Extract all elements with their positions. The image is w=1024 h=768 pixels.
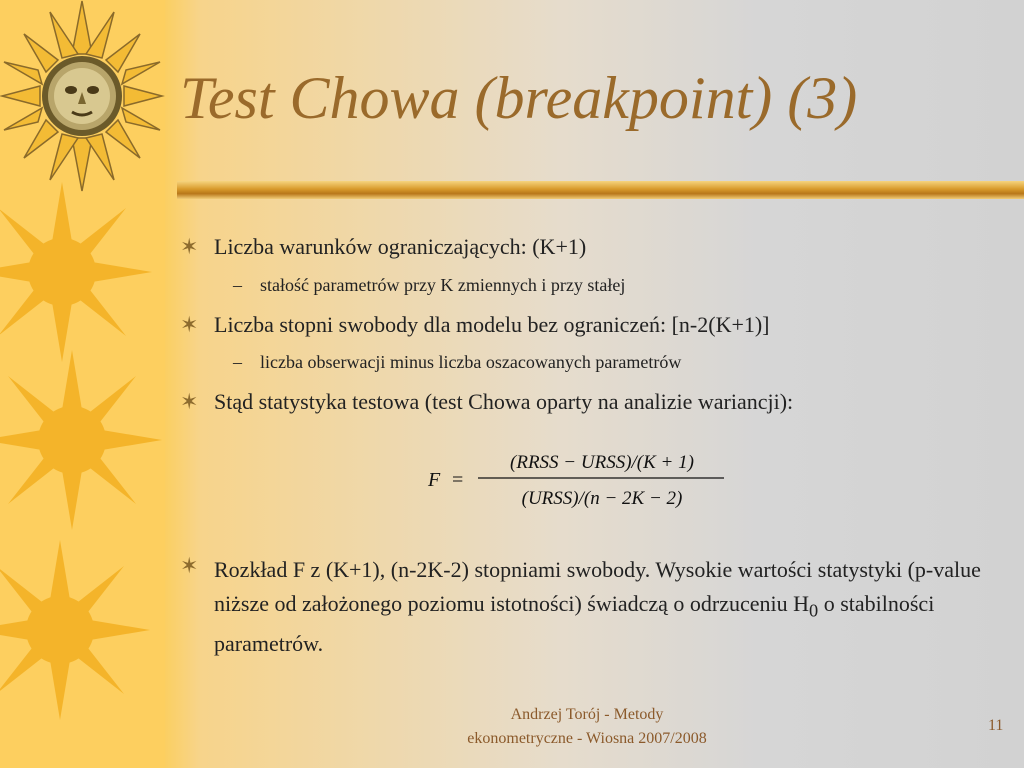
star-bullet-icon: ✶ <box>180 234 199 259</box>
dash-bullet-icon: – <box>233 275 242 295</box>
page-number: 11 <box>988 717 1004 734</box>
bullet-text: Liczba stopni swobody dla modelu bez ograniczeń: [n-2(K+1)] <box>214 312 770 337</box>
dash-bullet-icon: – <box>233 352 242 372</box>
slide-title: Test Chowa (breakpoint) (3) <box>180 65 858 131</box>
formula-lhs: F <box>428 469 441 491</box>
footer-author <box>420 703 754 751</box>
sub-bullet-text: liczba obserwacji minus liczba oszacowanych parametrów <box>260 352 682 372</box>
sub-bullet-text: stałość parametrów przy K zmiennych i przy stałej <box>260 275 626 295</box>
conclusion-text-end: o stabilności parametrów. <box>214 591 935 657</box>
footer-line-1: Andrzej Torój - Metody <box>510 706 664 723</box>
star-bullet-icon: ✶ <box>180 389 199 414</box>
formula-equals: = <box>452 469 464 491</box>
conclusion-text-main: Rozkład F z (K+1), (n-2K-2) stopniami swobody. Wysokie wartości statystyki (p-value niższe od założonego poziomu istotności) świadczą o odrzuceniu H <box>214 557 981 616</box>
bullet-text: Liczba warunków ograniczających: (K+1) <box>214 234 587 259</box>
footer-line-2: ekonometryczne - Wiosna 2007/2008 <box>467 730 707 747</box>
star-bullet-icon: ✶ <box>180 553 199 578</box>
bullet-text: Stąd statystyka testowa (test Chowa oparty na analizie wariancji): <box>214 389 794 414</box>
sun-icon <box>0 182 162 720</box>
formula-denominator: (URSS)/(n − 2K − 2) <box>521 488 683 509</box>
chow-test-formula <box>420 440 740 520</box>
title-divider <box>177 181 1024 199</box>
star-bullet-icon: ✶ <box>180 312 199 337</box>
h0-subscript: 0 <box>809 600 819 621</box>
formula-numerator: (RRSS − URSS)/(K + 1) <box>510 452 694 473</box>
sun-ornaments <box>0 0 165 768</box>
sun-face-icon <box>2 1 162 191</box>
conclusion-text <box>214 553 1004 661</box>
